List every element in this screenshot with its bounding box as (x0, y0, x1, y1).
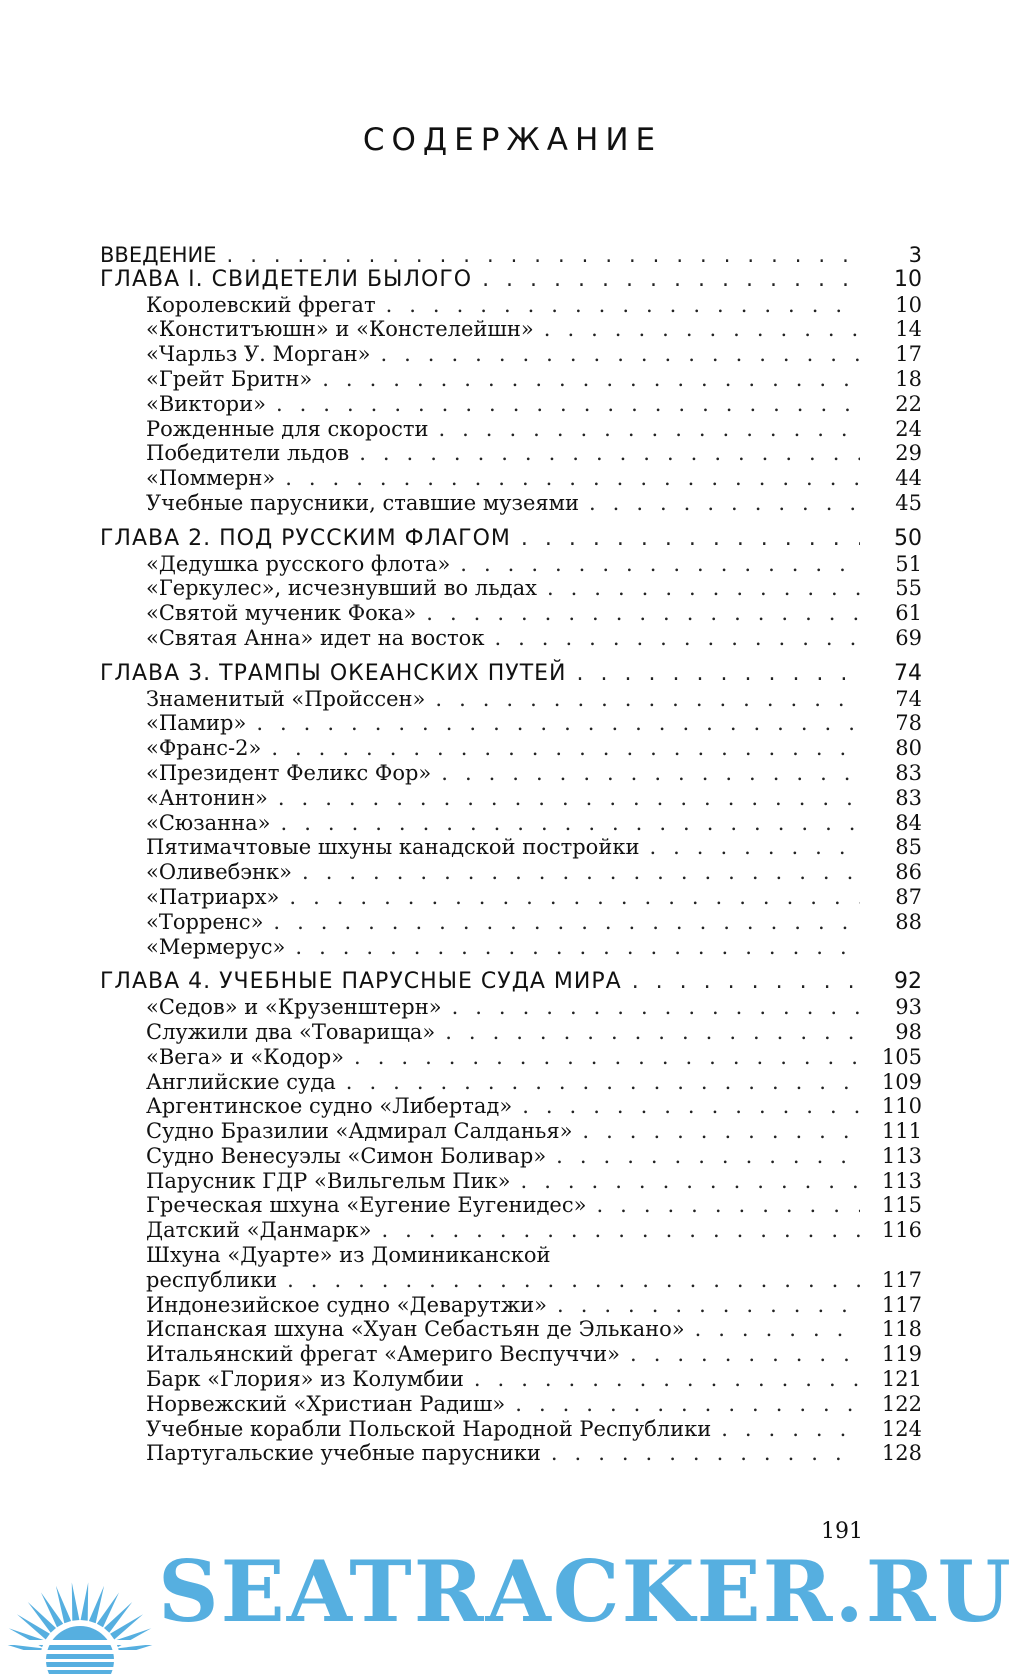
toc-entry-page: 113 (881, 1143, 922, 1168)
dot-leader (381, 1218, 860, 1243)
sun-ray (104, 1602, 132, 1633)
dot-leader (445, 1020, 860, 1045)
dot-leader (632, 970, 860, 995)
toc-entry-page: 17 (895, 342, 922, 367)
toc-entry-title: Рожденные для скорости (146, 416, 429, 441)
toc-entry-page: 22 (895, 391, 922, 416)
toc-entry-page: 18 (895, 366, 922, 391)
toc-entry (100, 1094, 922, 1119)
toc-entry-page: 29 (895, 441, 922, 466)
toc-entry-title: «Торренс» (146, 909, 264, 934)
toc-entry-title: Английские суда (146, 1069, 336, 1094)
dot-leader (271, 736, 860, 761)
toc-entry-page: 85 (895, 835, 922, 860)
toc-entry (100, 1441, 922, 1466)
toc-entry-page: 83 (895, 760, 922, 785)
dot-leader (354, 1045, 860, 1070)
dot-leader (287, 1268, 860, 1293)
toc-entry-title: «Виктори» (146, 391, 266, 416)
toc-entry-page: 78 (895, 711, 922, 736)
toc-entry-page: 121 (881, 1367, 922, 1392)
toc-entry (100, 1119, 922, 1144)
toc-entry-title: Победители льдов (146, 441, 350, 466)
toc-entry-page: 69 (895, 625, 922, 650)
toc-entry (100, 1045, 922, 1070)
toc-entry-title: «Седов» и «Крузенштерн» (146, 995, 442, 1020)
toc-entry-title: Учебные корабли Польской Народной Республики (146, 1416, 712, 1441)
toc-entry-page: 117 (881, 1267, 922, 1292)
dot-leader (551, 1441, 860, 1466)
toc-entry-title: Судно Венесуэлы «Симон Боливар» (146, 1143, 547, 1168)
toc-entry-title: «Сюзанна» (146, 810, 271, 835)
dot-leader (227, 243, 860, 268)
toc-entry-page: 83 (895, 785, 922, 810)
dot-leader (281, 811, 860, 836)
toc-entry (100, 1169, 922, 1194)
toc-entry-page: 51 (895, 551, 922, 576)
dot-leader (426, 601, 860, 626)
dot-leader (630, 1342, 860, 1367)
toc-entry-page: 111 (881, 1119, 922, 1144)
toc-entry-page: 105 (881, 1044, 922, 1069)
toc-entry-page: 98 (895, 1019, 922, 1044)
toc-entry (100, 736, 922, 761)
toc-entry-title: ГЛАВА 2. ПОД РУССКИМ ФЛАГОМ (100, 525, 511, 551)
toc-entry (100, 601, 922, 626)
toc-entry (100, 317, 922, 342)
toc-entry-title: «Оливебэнк» (146, 860, 293, 885)
toc-entry-page: 93 (895, 995, 922, 1020)
dot-leader (273, 910, 860, 935)
dot-leader (359, 441, 860, 466)
toc-entry-page: 116 (881, 1218, 922, 1243)
toc-entry (100, 1342, 922, 1367)
dot-leader (544, 317, 860, 342)
toc-entry-page: 14 (895, 317, 922, 342)
toc-entry-title: Индонезийское судно «Деварутжи» (146, 1292, 548, 1317)
toc-entry-title: Итальянский фрегат «Америго Веспуччи» (146, 1342, 621, 1367)
toc-entry-title: «Дедушка русского флота» (146, 551, 451, 576)
toc-entry-page: 128 (881, 1441, 922, 1466)
toc-entry (100, 466, 922, 491)
dot-leader (380, 342, 860, 367)
toc-entry-title: Датский «Данмарк» (146, 1218, 372, 1243)
toc-entry (100, 1193, 922, 1218)
toc-entry-title: Служили два «Товарища» (146, 1019, 436, 1044)
toc-entry (100, 860, 922, 885)
dot-leader (596, 1193, 860, 1218)
toc-entry-title: «Памир» (146, 711, 247, 736)
toc-entry-title: «Патриарх» (146, 884, 280, 909)
toc-entry (100, 1070, 922, 1095)
toc-entry (100, 392, 922, 417)
dot-leader (256, 711, 860, 736)
toc-entry-page: 115 (881, 1193, 922, 1218)
toc-entry-title: «Святая Анна» идет на восток (146, 625, 485, 650)
toc-entry-title: «Святой мученик Фока» (146, 601, 417, 626)
toc-entry-page: 44 (895, 466, 922, 491)
toc-entry-page: 50 (894, 525, 922, 551)
toc-entry-title: «Вега» и «Кодор» (146, 1044, 345, 1069)
toc-entry-page: 61 (895, 601, 922, 626)
toc-entry (100, 811, 922, 836)
toc-entry (100, 711, 922, 736)
dot-leader (515, 1392, 860, 1417)
toc-entry-title: «Грейт Бритн» (146, 366, 313, 391)
sun-ray (28, 1602, 56, 1633)
toc-entry-title: республики (146, 1267, 278, 1292)
toc-entry-title: Парусник ГДР «Вильгельм Пик» (146, 1168, 511, 1193)
dot-leader (582, 1119, 860, 1144)
toc-entry (100, 441, 922, 466)
toc-entry-page: 118 (881, 1317, 922, 1342)
toc-entry (100, 910, 922, 935)
dot-leader (474, 1367, 860, 1392)
watermark-text: SEATRACKER.RU (158, 1542, 1013, 1641)
dot-leader (547, 576, 860, 601)
dot-leader (438, 417, 860, 442)
dot-leader (435, 687, 860, 712)
toc-entry (100, 786, 922, 811)
dot-leader (556, 1144, 860, 1169)
toc-entry-page: 113 (881, 1168, 922, 1193)
toc-entry-title: Учебные парусники, ставшие музеями (146, 490, 579, 515)
toc-entry-title: «Франс-2» (146, 736, 262, 761)
dot-leader (441, 761, 860, 786)
toc-entry-title: Партугальские учебные парусники (146, 1441, 541, 1466)
toc-entry-title: Судно Бразилии «Адмирал Салданья» (146, 1119, 573, 1144)
toc-entry-title: «Мермерус» (146, 934, 286, 959)
toc-entry-page: 122 (881, 1391, 922, 1416)
toc-entry (100, 367, 922, 392)
toc-entry-title: Испанская шхуна «Хуан Себастьян де Элькано» (146, 1317, 685, 1342)
dot-leader (577, 662, 861, 687)
dot-leader (285, 466, 860, 491)
toc-chapter (100, 527, 922, 552)
dot-leader (649, 835, 860, 860)
toc-entry (100, 1392, 922, 1417)
toc-entry (100, 761, 922, 786)
dot-leader (482, 268, 860, 293)
toc-entry-page: 24 (895, 416, 922, 441)
toc-entry-title: Пятимачтовые шхуны канадской постройки (146, 835, 640, 860)
toc-entry-page: 74 (894, 660, 922, 686)
toc-entry (100, 885, 922, 910)
toc-intro (100, 243, 922, 268)
dot-leader (295, 935, 860, 960)
dot-leader (386, 293, 860, 318)
toc-entry (100, 1317, 922, 1342)
page-number: 191 (821, 1519, 863, 1544)
toc-entry-page: 110 (881, 1094, 922, 1119)
dot-leader (276, 392, 860, 417)
toc-chapter (100, 970, 922, 995)
toc-entry (100, 835, 922, 860)
toc-entry-title: «Конститъюшн» и «Констелейшн» (146, 317, 534, 342)
toc-entry (100, 552, 922, 577)
toc-entry (100, 1218, 922, 1243)
dot-leader (452, 995, 860, 1020)
toc-entry-page: 3 (908, 243, 922, 267)
dot-leader (557, 1293, 860, 1318)
toc-entry-title: «Антонин» (146, 785, 268, 810)
dot-leader (721, 1417, 860, 1442)
toc-entry-title: Греческая шхуна «Еугение Еугенидес» (146, 1193, 587, 1218)
toc-entry-title: Норвежский «Христиан Радиш» (146, 1391, 506, 1416)
toc-entry (100, 491, 922, 516)
toc-entry-page: 92 (894, 969, 922, 995)
toc-entry-title: «Геркулес», исчезнувший во льдах (146, 576, 537, 601)
toc-entry-page: 86 (895, 860, 922, 885)
toc-entry (100, 1144, 922, 1169)
toc-entry-title: ГЛАВА 3. ТРАМПЫ ОКЕАНСКИХ ПУТЕЙ (100, 660, 567, 686)
toc-entry-title: «Президент Феликс Фор» (146, 760, 432, 785)
toc-entry-title: «Поммерн» (146, 466, 276, 491)
toc-entry-page: 10 (894, 266, 922, 292)
toc-entry-title: Аргентинское судно «Либертад» (146, 1094, 513, 1119)
dot-leader (521, 1169, 860, 1194)
toc-entry (100, 995, 922, 1020)
dot-leader (494, 626, 860, 651)
dot-leader (521, 527, 860, 552)
toc-entry-page: 117 (881, 1292, 922, 1317)
toc-entry-page: 74 (895, 686, 922, 711)
toc-entry-title: ГЛАВА 4. УЧЕБНЫЕ ПАРУСНЫЕ СУДА МИРА (100, 969, 622, 995)
toc-entry-title: Знаменитый «Пройссен» (146, 686, 426, 711)
toc-chapter (100, 268, 922, 293)
toc-entry (100, 1293, 922, 1318)
toc-entry-page: 124 (881, 1416, 922, 1441)
toc-entry-title: Барк «Глория» из Колумбии (146, 1367, 464, 1392)
sun-ray (72, 1582, 80, 1620)
toc-entry (100, 1020, 922, 1045)
dot-leader (346, 1070, 860, 1095)
toc-entry-page: 10 (895, 292, 922, 317)
dot-leader (278, 786, 860, 811)
table-of-contents (100, 243, 922, 1466)
toc-entry (100, 935, 922, 960)
toc-entry (100, 1367, 922, 1392)
toc-chapter (100, 662, 922, 687)
toc-entry (100, 417, 922, 442)
toc-entry (100, 576, 922, 601)
toc-entry (100, 342, 922, 367)
toc-entry-page: 80 (895, 736, 922, 761)
dot-leader (695, 1317, 860, 1342)
page-title: СОДЕРЖАНИЕ (362, 122, 663, 158)
toc-entry-title: ГЛАВА I. СВИДЕТЕЛИ БЫЛОГО (100, 266, 473, 292)
toc-entry (100, 687, 922, 712)
toc-entry-page: 119 (881, 1342, 922, 1367)
sun-ray (81, 1582, 89, 1620)
toc-entry (100, 293, 922, 318)
toc-entry (100, 1268, 922, 1293)
toc-entry-page: 55 (895, 576, 922, 601)
toc-entry-page: 88 (895, 909, 922, 934)
toc-entry-title: «Чарльз У. Морган» (146, 342, 371, 367)
toc-entry-title: ВВЕДЕНИЕ (100, 243, 217, 267)
dot-leader (289, 885, 860, 910)
dot-leader (322, 367, 860, 392)
toc-entry (100, 1417, 922, 1442)
dot-leader (589, 491, 860, 516)
dot-leader (522, 1094, 860, 1119)
toc-entry-title: Королевский фрегат (146, 292, 376, 317)
toc-entry (100, 626, 922, 651)
toc-entry-page: 45 (895, 490, 922, 515)
dot-leader (302, 860, 860, 885)
toc-entry-continued: Шхуна «Дуарте» из Доминиканской (146, 1243, 551, 1268)
toc-entry-page: 87 (895, 884, 922, 909)
toc-entry-page: 84 (895, 810, 922, 835)
dot-leader (460, 552, 860, 577)
toc-entry-page: 109 (881, 1069, 922, 1094)
